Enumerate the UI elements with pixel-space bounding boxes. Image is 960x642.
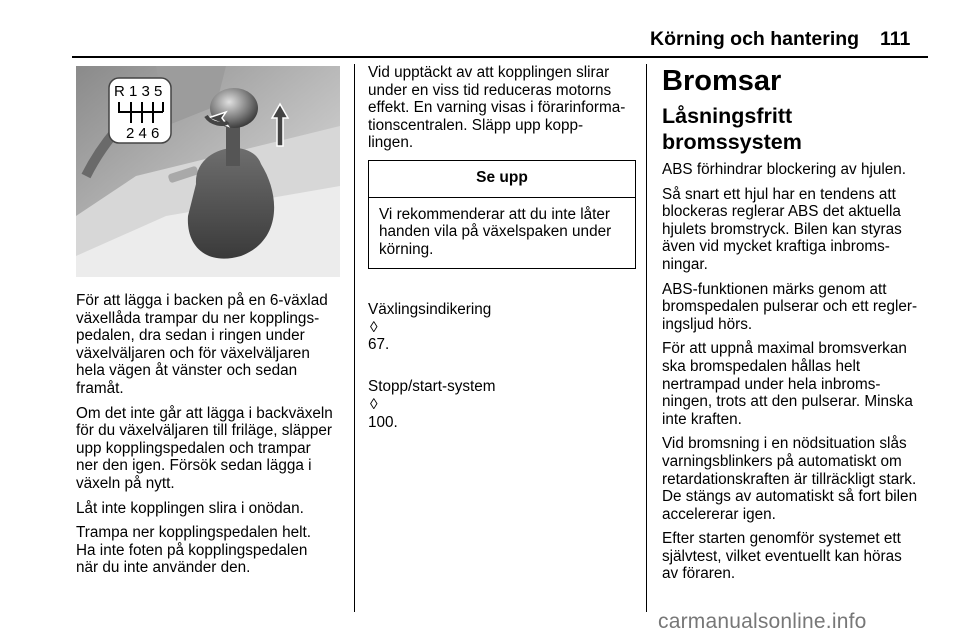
column-divider-left bbox=[354, 64, 355, 612]
page-header-title: Körning och hantering bbox=[650, 28, 860, 50]
page-reference-icon: ◊ bbox=[370, 318, 378, 336]
reference-page: 67. bbox=[368, 336, 390, 354]
paragraph: Så snart ett hjul har en tendens att blockeras reglerar ABS det aktuella hjulets bromstryck. Bilen kan styras även vid mycket kraftiga inbroms- ningar. bbox=[662, 185, 902, 273]
shift-pattern-top: R 1 3 5 bbox=[114, 83, 163, 100]
cross-reference[interactable] bbox=[368, 361, 636, 431]
manual-gearshift-illustration bbox=[76, 66, 340, 277]
reference-label: Stopp/start-system bbox=[368, 378, 496, 396]
reference-page: 100. bbox=[368, 413, 398, 431]
header-rule bbox=[72, 56, 928, 58]
paragraph: Efter starten genomför systemet ett självtest, vilket eventuellt kan höras av föraren. bbox=[662, 530, 902, 583]
column-middle bbox=[368, 64, 636, 438]
page-reference-icon: ◊ bbox=[370, 395, 378, 413]
cross-reference[interactable] bbox=[368, 283, 636, 353]
caution-text: Vi rekommenderar att du inte låter handen vila på växelspaken under körning. bbox=[379, 205, 612, 258]
paragraph: För att lägga i backen på en 6-växlad växellåda trampar du ner kopplings- pedalen, dra sedan i ringen under växelväljaren och för växelväljaren hela vägen åt vänster och sedan framåt. bbox=[76, 292, 328, 397]
watermark: carmanualsonline.info bbox=[658, 610, 867, 633]
column-left bbox=[76, 292, 351, 584]
paragraph: Låt inte kopplingen slira i onödan. bbox=[76, 499, 304, 517]
paragraph: Vid upptäckt av att kopplingen slirar under en viss tid reduceras motorns effekt. En varning visas i förarinforma- tionscentralen. Släpp upp kopp- lingen. bbox=[368, 64, 626, 152]
paragraph: Om det inte går att lägga i backväxeln för du växelväljaren till friläge, släpper upp kopplingspedalen och trampar ner den igen. Försök sedan lägga i växeln på nytt. bbox=[76, 404, 333, 492]
paragraph: ABS-funktionen märks genom att bromspedalen pulserar och ett regler- ingsljud hörs. bbox=[662, 280, 918, 333]
caution-box bbox=[368, 160, 636, 269]
shift-pattern-bottom: 2 4 6 bbox=[126, 125, 160, 142]
column-right bbox=[662, 64, 930, 590]
paragraph: ABS förhindrar blockering av hjulen. bbox=[662, 161, 907, 178]
section-title: Bromsar bbox=[662, 65, 782, 97]
paragraph: Vid bromsning i en nödsituation slås varningsblinkers på automatiskt om retardationskraften är tillräckligt stark. De stängs av automatiskt så fort bilen accelererar igen. bbox=[662, 435, 918, 523]
caution-heading: Se upp bbox=[369, 161, 635, 198]
paragraph: För att uppnå maximal bromsverkan ska bromspedalen hållas helt nertrampad under hela inbroms- ningen, trots att den pulserar. Minska inte kraften. bbox=[662, 340, 913, 428]
subsection-title: Låsningsfritt bromssystem bbox=[662, 104, 802, 154]
gearshift-figure bbox=[76, 66, 340, 277]
column-divider-right bbox=[646, 64, 647, 612]
page-number: 111 bbox=[880, 28, 911, 50]
reference-label: Växlingsindikering bbox=[368, 300, 492, 318]
paragraph: Trampa ner kopplingspedalen helt. Ha inte foten på kopplingspedalen när du inte använder den. bbox=[76, 524, 311, 577]
